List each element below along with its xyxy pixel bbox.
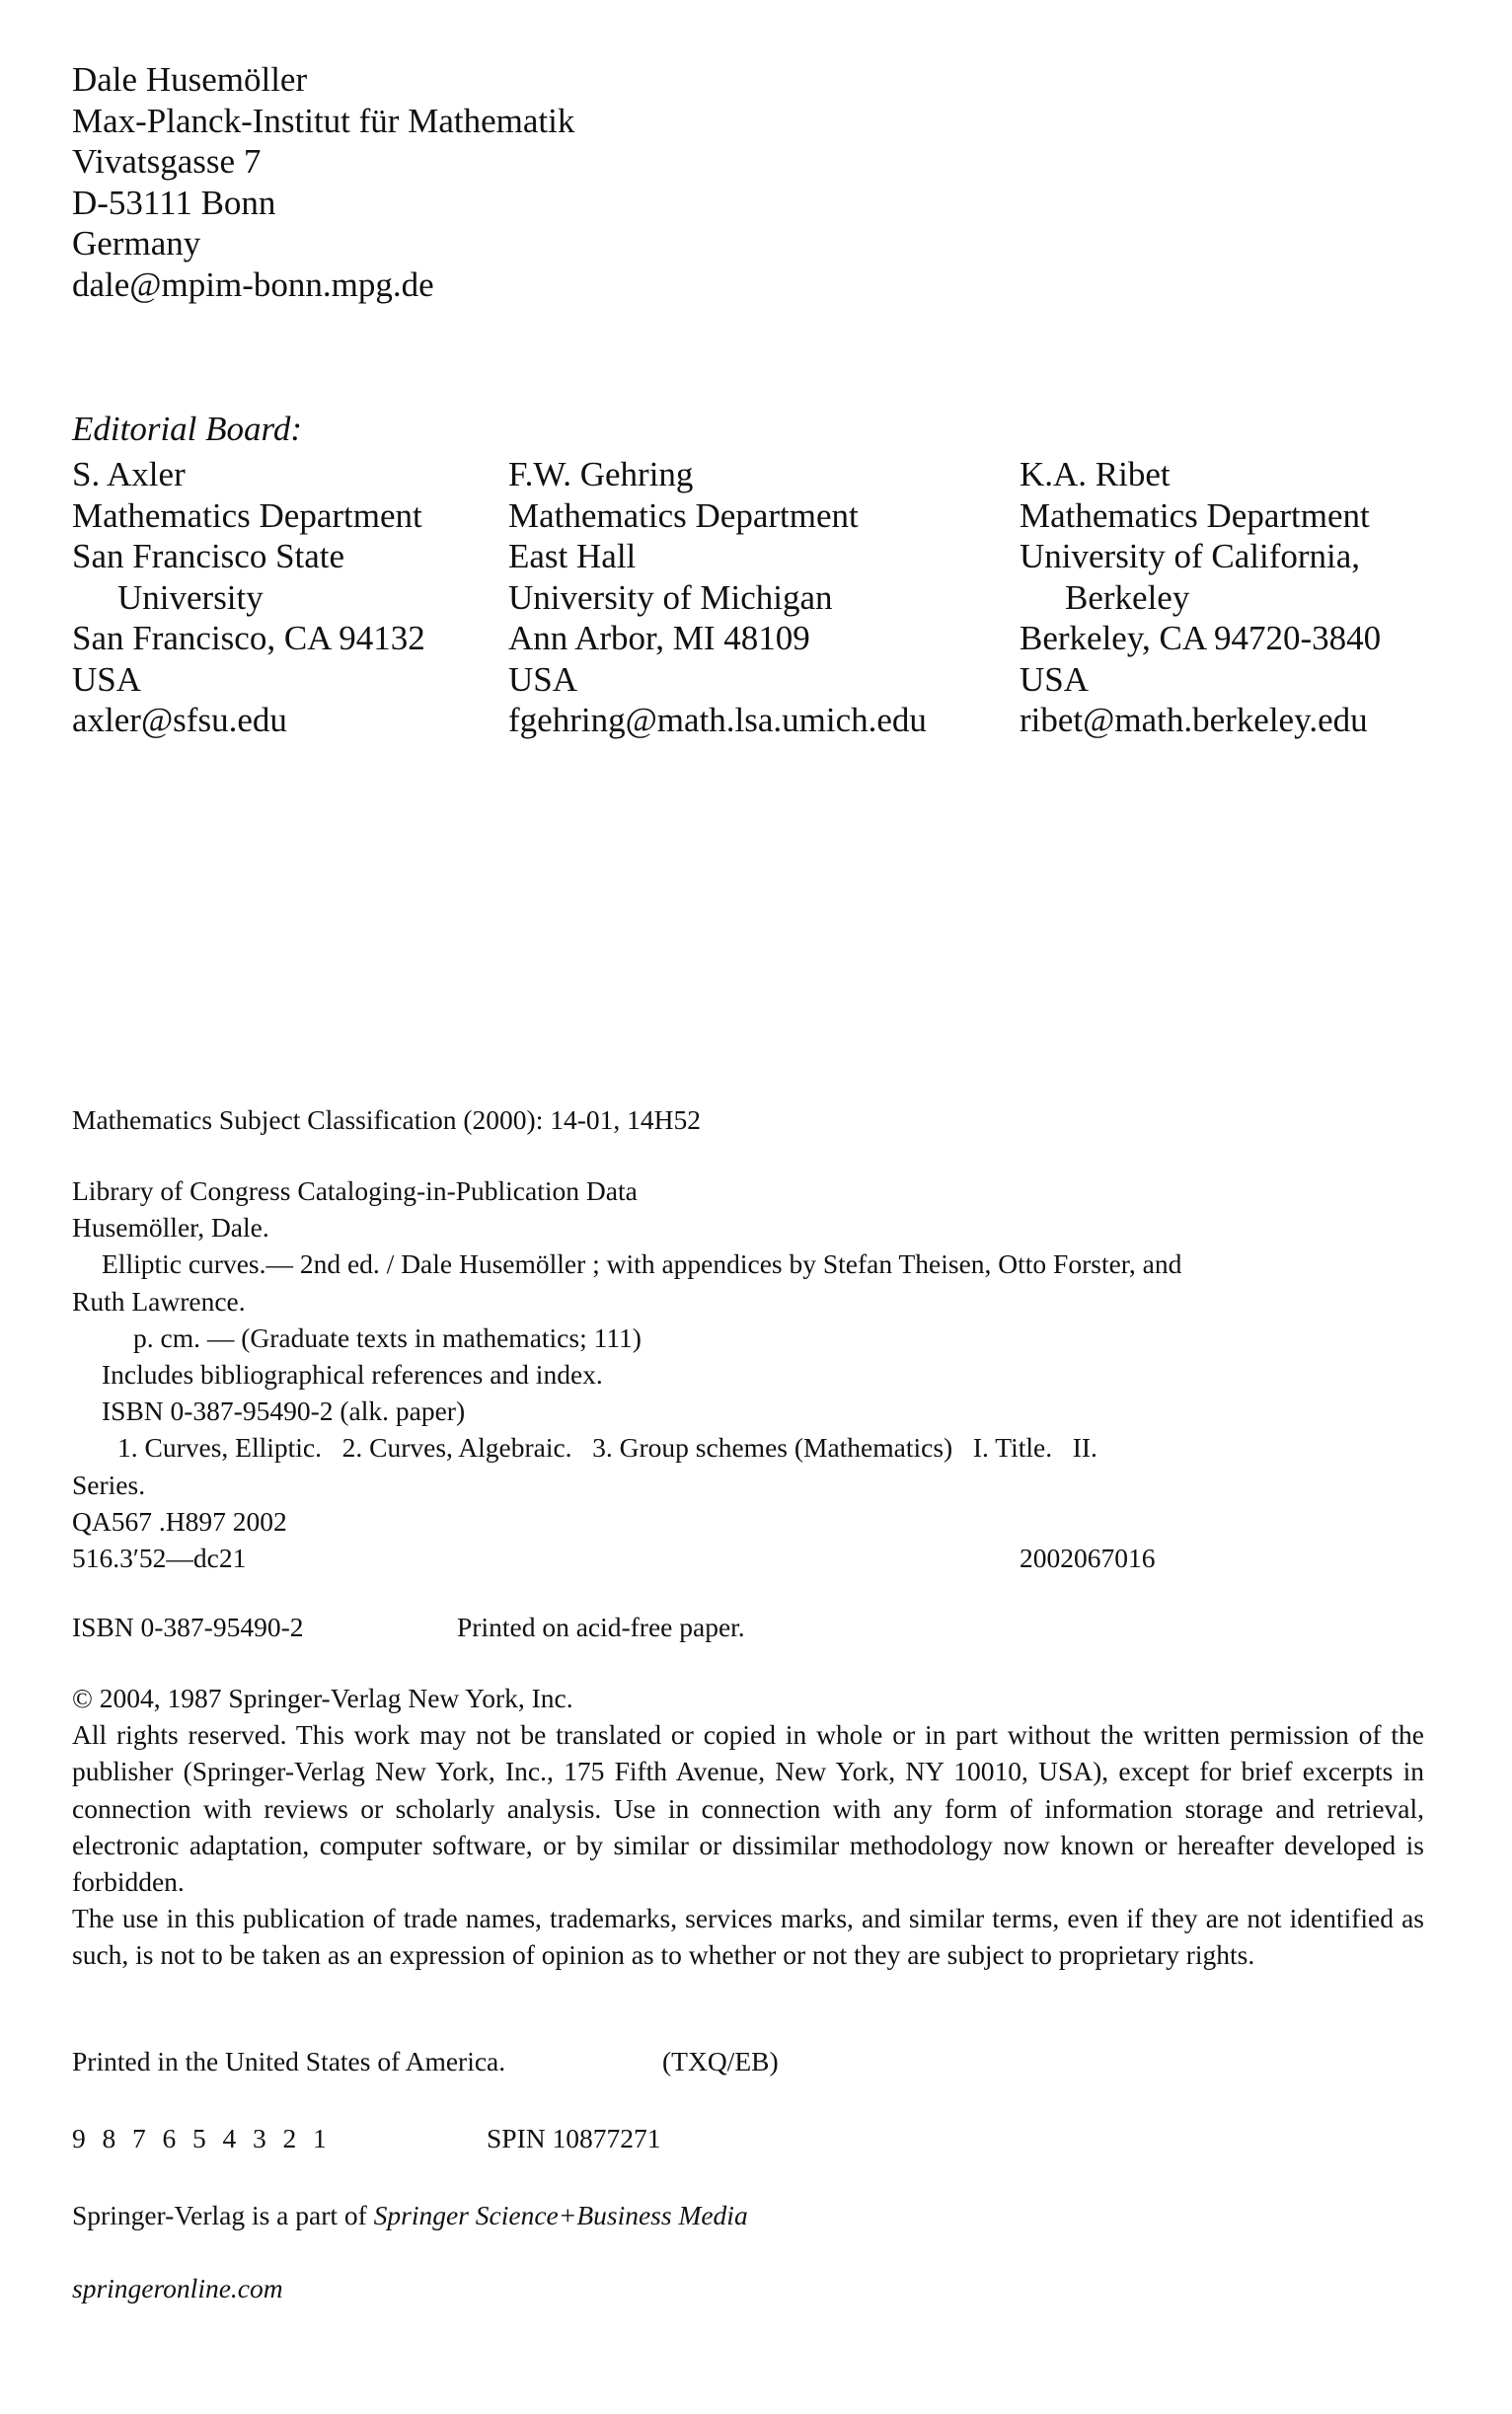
cip-call-number: QA567 .H897 2002 bbox=[72, 1505, 287, 1537]
country: Germany bbox=[72, 224, 201, 263]
cip-isbn: ISBN 0-387-95490-2 (alk. paper) bbox=[102, 1396, 466, 1427]
cip-pcm: p. cm. — (Graduate texts in mathematics; 111) bbox=[133, 1321, 642, 1353]
editor-column-ribet bbox=[1020, 454, 1381, 741]
editor-column-axler bbox=[72, 454, 425, 741]
editor-inst: East Hall bbox=[508, 537, 637, 575]
print-run-row bbox=[72, 2120, 960, 2157]
cip-includes: Includes bibliographical references and index. bbox=[102, 1359, 603, 1391]
editor-city: San Francisco, CA 94132 bbox=[72, 619, 425, 657]
print-run-numbers: 9 8 7 6 5 4 3 2 1 bbox=[72, 2123, 328, 2153]
printed-country: Printed in the United States of America. bbox=[72, 2046, 506, 2076]
author-address bbox=[72, 59, 574, 305]
city: D-53111 Bonn bbox=[72, 183, 276, 222]
copyright-block bbox=[72, 1680, 1424, 1974]
spin-number: SPIN 10877271 bbox=[487, 2123, 661, 2153]
editor-dept: Mathematics Department bbox=[508, 495, 859, 535]
printed-row bbox=[72, 2043, 960, 2080]
editor-name: S. Axler bbox=[72, 455, 186, 493]
editor-city: Ann Arbor, MI 48109 bbox=[508, 619, 810, 657]
acid-free-note: Printed on acid-free paper. bbox=[457, 1612, 745, 1642]
editor-inst-cont: Berkeley bbox=[1065, 577, 1190, 617]
editor-email: ribet@math.berkeley.edu bbox=[1020, 701, 1368, 739]
editor-inst: San Francisco State bbox=[72, 537, 345, 575]
street: Vivatsgasse 7 bbox=[72, 142, 262, 181]
cip-subjects-cont: Series. bbox=[72, 1469, 146, 1500]
website-link[interactable]: springeronline.com bbox=[72, 2273, 283, 2303]
cip-heading: Library of Congress Cataloging-in-Publication Data bbox=[72, 1175, 638, 1206]
editor-dept: Mathematics Department bbox=[72, 495, 422, 535]
publisher-line bbox=[72, 2197, 748, 2233]
editorial-board-heading: Editorial Board: bbox=[72, 410, 303, 448]
editor-inst: University of California, bbox=[1020, 537, 1361, 575]
isbn: ISBN 0-387-95490-2 bbox=[72, 1612, 304, 1642]
cip-dewey-row bbox=[72, 1540, 1424, 1576]
editor-inst-cont: University bbox=[117, 577, 264, 617]
editor-dept: Mathematics Department bbox=[1020, 495, 1370, 535]
editor-name: K.A. Ribet bbox=[1020, 455, 1171, 493]
rights-paragraph: All rights reserved. This work may not be translated or copied in whole or in part without the written permission of the publisher (Springer-Verlag New York, Inc., 175 Fifth Avenue, New York, NY 10010, USA), except for brief excerpts in connection with reviews or scholarly analysis. Use in connection with any form of information storage and retrieval, electronic adaptation, computer software, or by similar or dissimilar methodology now known or hereafter developed is forbidden. bbox=[72, 1719, 1424, 1898]
cip-author: Husemöller, Dale. bbox=[72, 1212, 269, 1244]
publisher-prefix: Springer-Verlag is a part of bbox=[72, 2200, 367, 2230]
institute: Max-Planck-Institut für Mathematik bbox=[72, 101, 575, 140]
author-name: Dale Husemöller bbox=[72, 60, 308, 99]
copyright-line: © 2004, 1987 Springer-Verlag New York, Inc. bbox=[72, 1683, 573, 1713]
author-email: dale@mpim-bonn.mpg.de bbox=[72, 264, 434, 304]
editor-column-gehring bbox=[508, 454, 927, 741]
cip-dewey: 516.3′52—dc21 bbox=[72, 1543, 247, 1574]
editor-inst-cont: University of Michigan bbox=[508, 577, 833, 617]
subject-classification: Mathematics Subject Classification (2000): 14-01, 14H52 bbox=[72, 1104, 701, 1135]
cip-subjects: 1. Curves, Elliptic. 2. Curves, Algebraic. 3. Group schemes (Mathematics) I. Title. II. bbox=[117, 1432, 1097, 1464]
cip-block bbox=[72, 1172, 1424, 1576]
editor-country: USA bbox=[72, 659, 142, 699]
cip-lccn: 2002067016 bbox=[1020, 1543, 1156, 1574]
editor-name: F.W. Gehring bbox=[508, 455, 694, 493]
publisher-parent: Springer Science+Business Media bbox=[373, 2200, 748, 2230]
cip-title-cont: Ruth Lawrence. bbox=[72, 1285, 246, 1317]
trademark-paragraph: The use in this publication of trade names, trademarks, services marks, and similar terms, even if they are not identified as such, is not to be taken as an expression of opinion as to whether or not they are subject to proprietary rights. bbox=[72, 1903, 1424, 1971]
editor-country: USA bbox=[1020, 659, 1090, 699]
editor-country: USA bbox=[508, 659, 578, 699]
printer-code: (TXQ/EB) bbox=[662, 2046, 779, 2076]
cip-title: Elliptic curves.— 2nd ed. / Dale Husemöller ; with appendices by Stefan Theisen, Otto Forster, and bbox=[102, 1248, 1182, 1280]
editor-city: Berkeley, CA 94720-3840 bbox=[1020, 619, 1382, 657]
editor-email: axler@sfsu.edu bbox=[72, 701, 287, 739]
editor-email: fgehring@math.lsa.umich.edu bbox=[508, 701, 927, 739]
isbn-row bbox=[72, 1609, 960, 1646]
